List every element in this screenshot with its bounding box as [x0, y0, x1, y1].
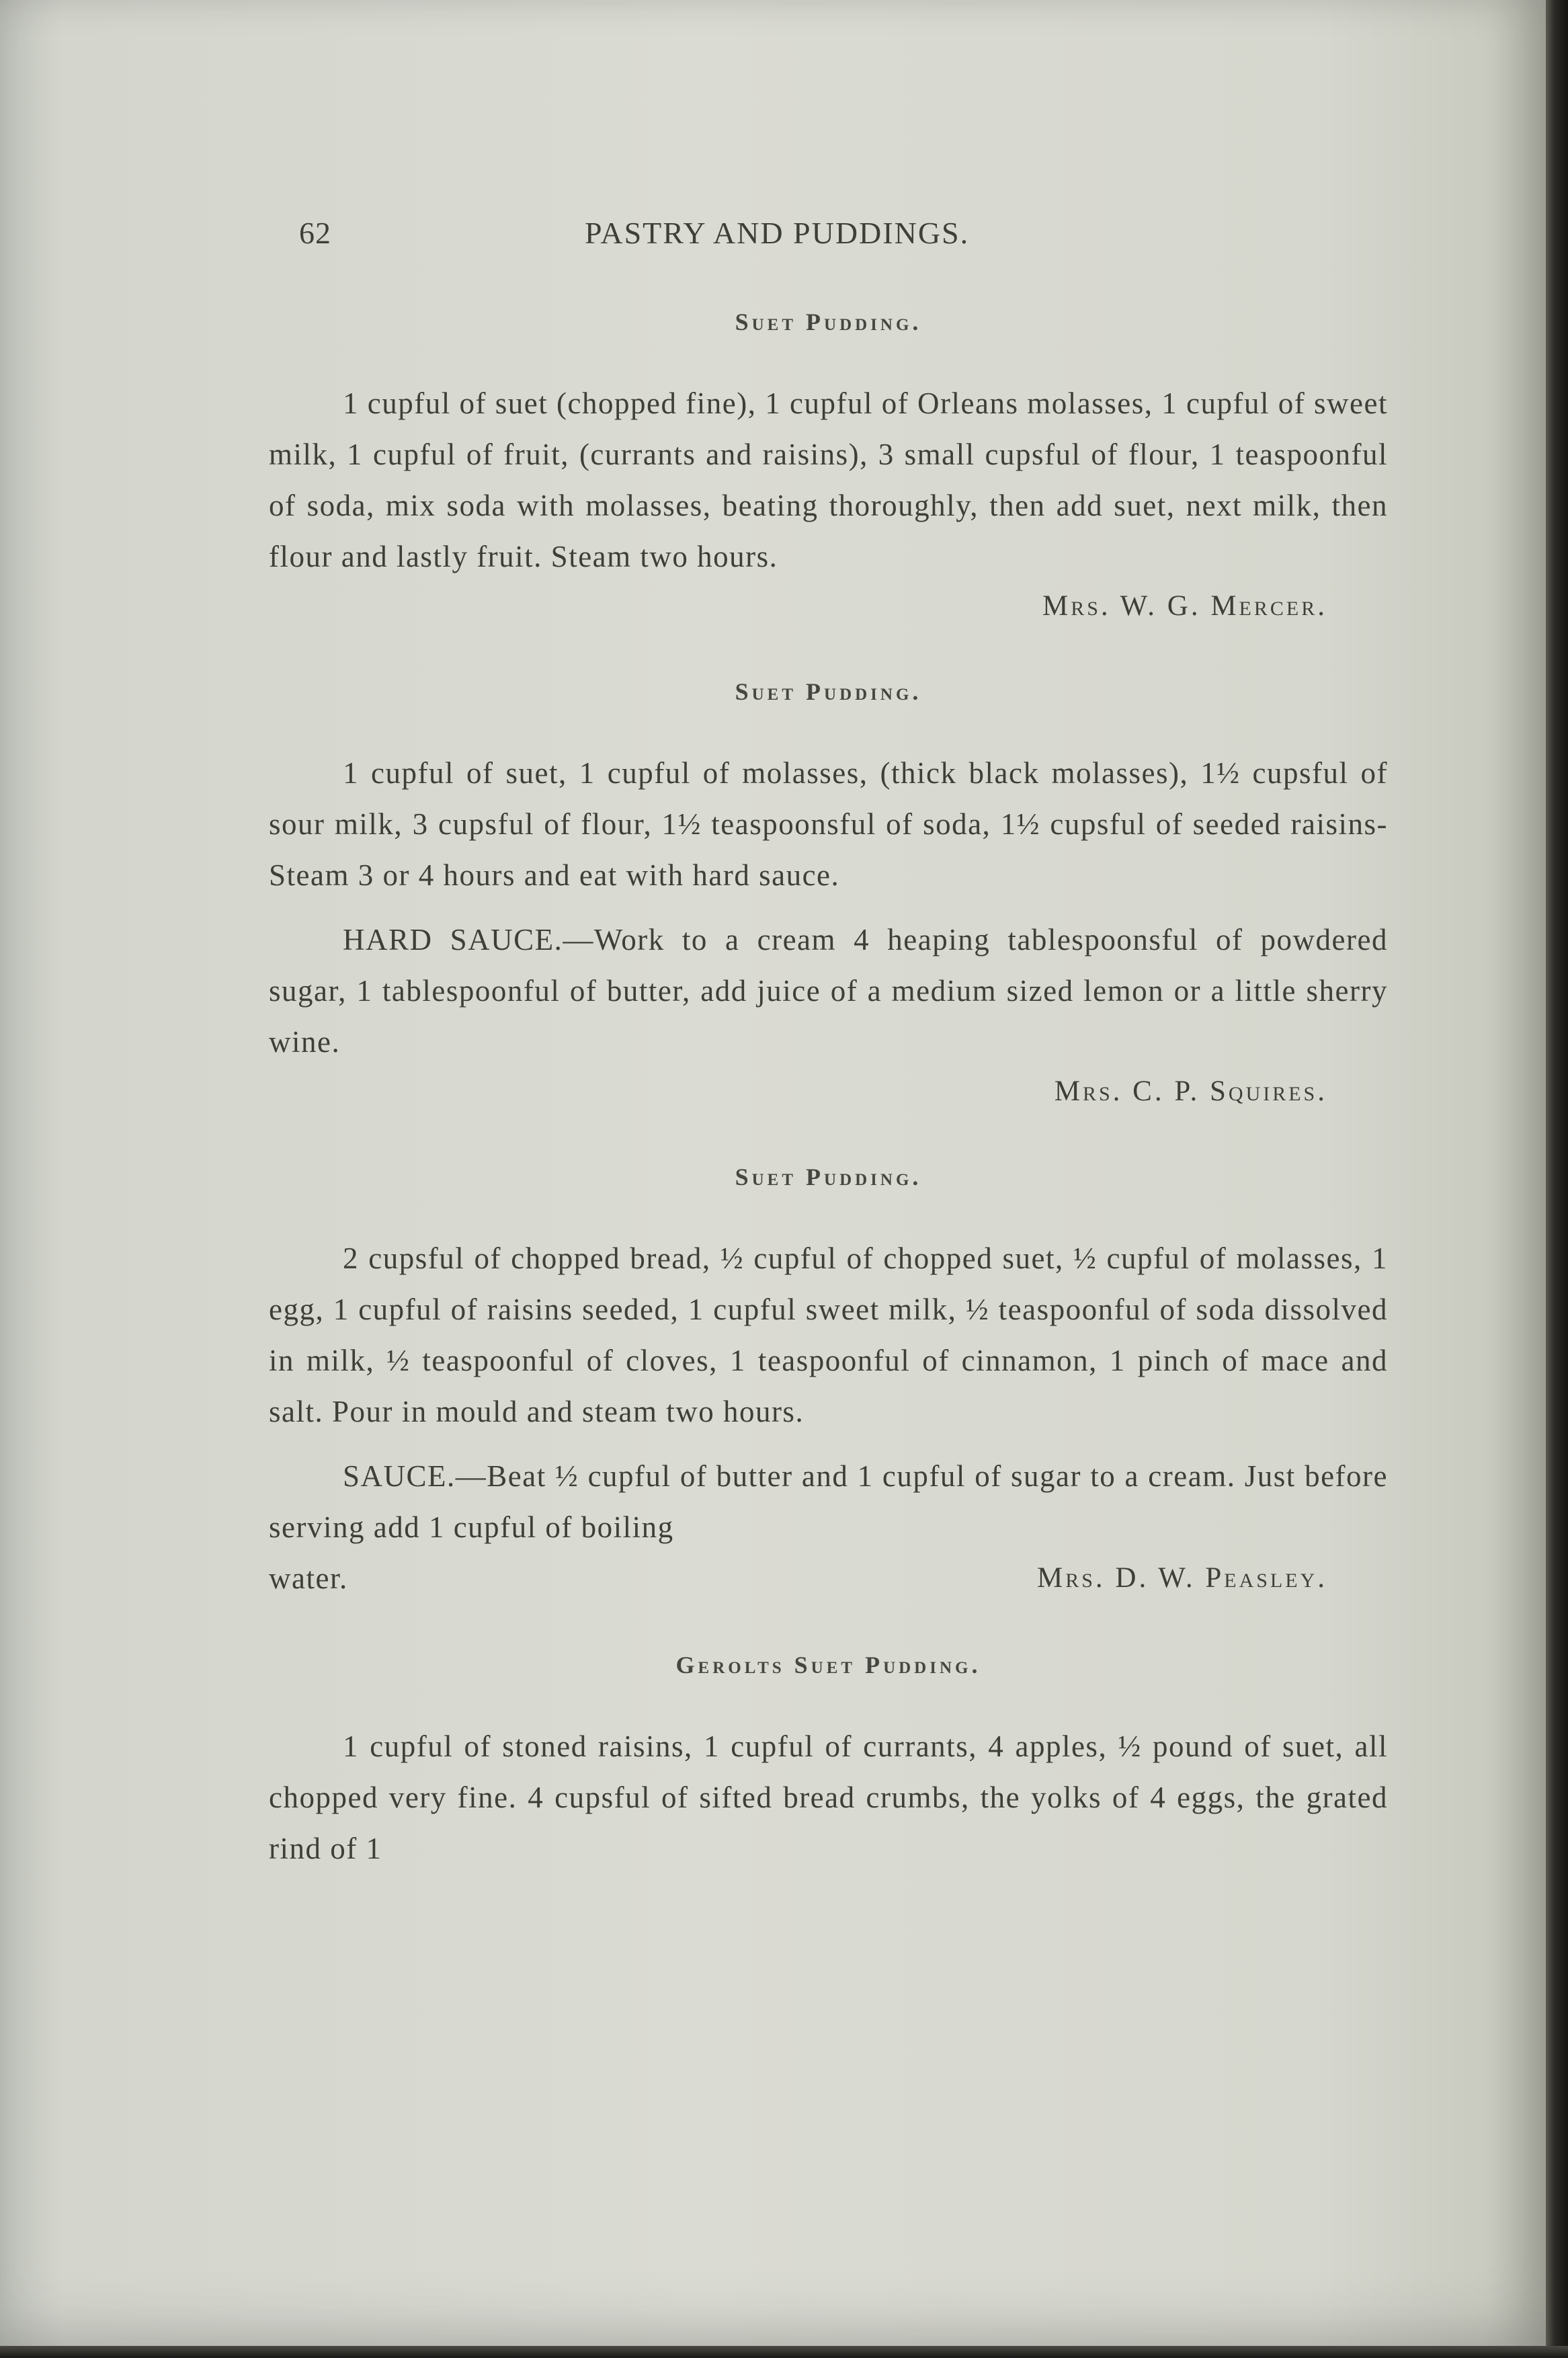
recipe-credit: Mrs. W. G. Mercer. — [1042, 590, 1327, 622]
book-spine-shadow — [1546, 0, 1568, 2358]
recipe-title: Suet Pudding. — [735, 1164, 922, 1190]
recipe-text: 1 cupful of stoned raisins, 1 cupful of currants, 4 apples, ½ pound of suet, all chopped very fine. 4 cupsful of sifted bread crumbs, the yolks of 4 eggs, the grated rind of 1 — [269, 1730, 1388, 1865]
recipe-text: 2 cupsful of chopped bread, ½ cupful of chopped suet, ½ cupful of molasses, 1 egg, 1 cupful of raisins seeded, 1 cupful sweet milk, ½ teaspoonful of soda dissolved in milk, ½ teaspoonful of cloves, 1 teaspoonful of cinnamon, 1 pinch of mace and salt. Pour in mould and steam two hours. — [269, 1242, 1388, 1428]
recipe-title: Suet Pudding. — [735, 678, 922, 705]
running-head — [269, 215, 1388, 255]
recipe-text: 1 cupful of suet (chopped fine), 1 cupful of Orleans molasses, 1 cupful of sweet milk, 1 cupful of fruit, (currants and raisins), 3 small cupsful of flour, 1 teaspoonful of soda, mix soda with molasses, beating thoroughly, then add suet, next milk, then flour and lastly fruit. Steam two hours. — [269, 387, 1388, 573]
recipe-suet-pudding-1 — [269, 308, 1388, 631]
sauce-end: water. — [269, 1561, 348, 1595]
hard-sauce-text: HARD SAUCE.—Work to a cream 4 heaping tablespoonsful of powdered sugar, 1 tablespoonful of butter, add juice of a medium sized lemon or a little sherry wine. — [269, 923, 1388, 1059]
recipe-text: 1 cupful of suet, 1 cupful of molasses, (thick black molasses), 1½ cupsful of sour milk, 3 cupsful of flour, 1½ teaspoonsful of soda, 1½ cupsful of seeded raisins- Steam 3 or 4 hours and eat with hard sauce. — [269, 756, 1388, 892]
recipe-credit: Mrs. D. W. Peasley. — [1037, 1562, 1327, 1594]
recipe-title: Gerolts Suet Pudding. — [675, 1652, 981, 1678]
recipe-suet-pudding-3 — [269, 1163, 1388, 1604]
recipe-gerolts-suet-pudding — [269, 1651, 1388, 1874]
recipe-credit: Mrs. C. P. Squires. — [1054, 1075, 1327, 1107]
page-bottom-edge — [0, 2346, 1568, 2358]
recipe-suet-pudding-2 — [269, 678, 1388, 1116]
sauce-text: SAUCE.—Beat ½ cupful of butter and 1 cupful of sugar to a cream. Just before serving add 1 cupful of boiling — [269, 1459, 1388, 1544]
page-number: 62 — [299, 216, 331, 250]
sauce-end-line — [269, 1553, 1388, 1604]
page-content — [269, 215, 1388, 1874]
running-title: PASTRY AND PUDDINGS. — [585, 216, 970, 250]
recipe-title: Suet Pudding. — [735, 309, 922, 335]
